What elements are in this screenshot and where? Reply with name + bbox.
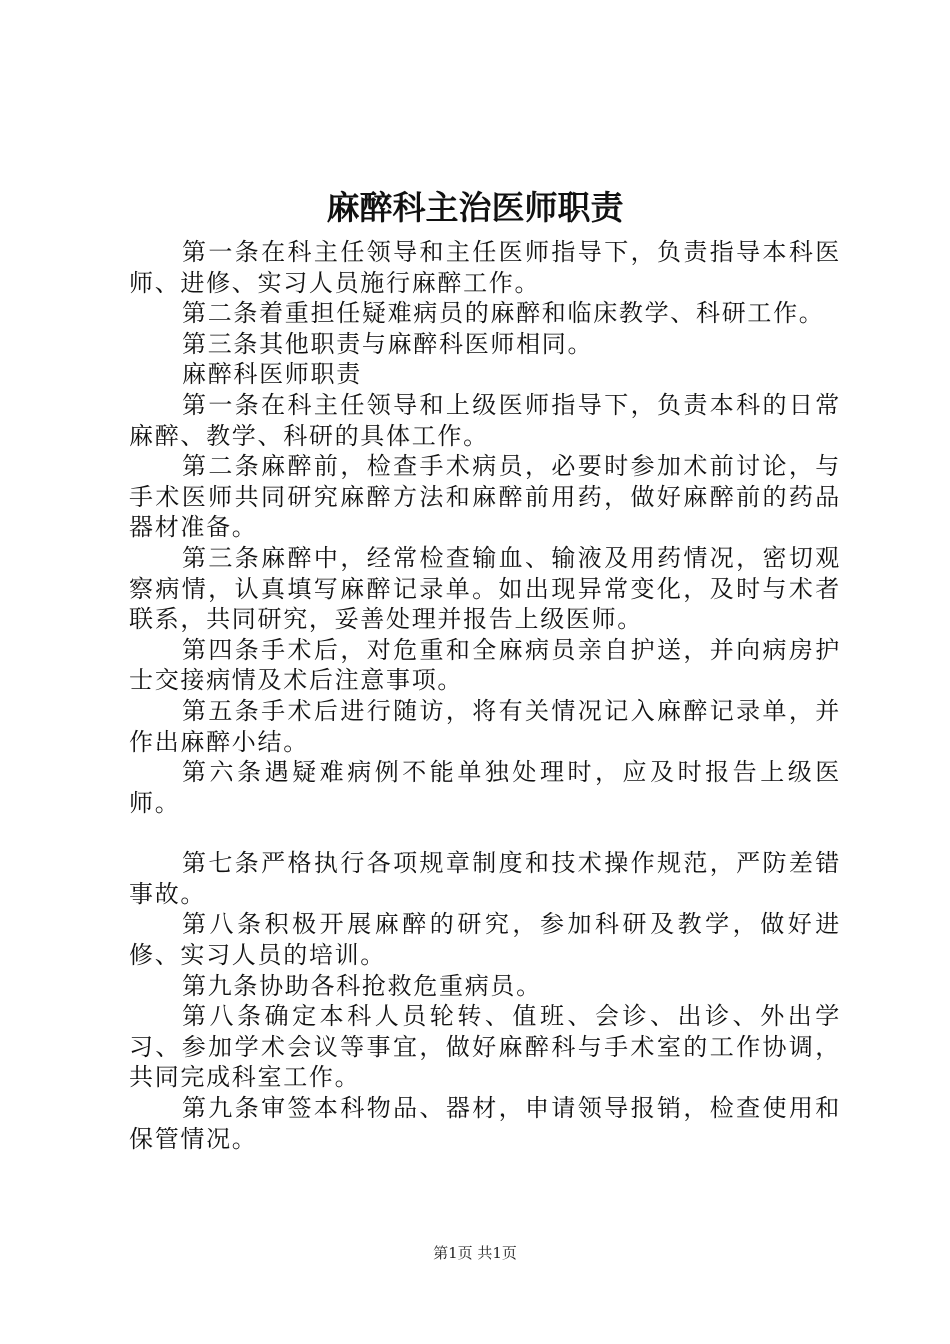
paragraph: 第三条其他职责与麻醉科医师相同。 — [182, 329, 594, 358]
document-title: 麻醉科主治医师职责 — [326, 188, 624, 227]
paragraph: 第二条着重担任疑难病员的麻醉和临床教学、科研工作。 — [182, 299, 825, 328]
paragraph: 第五条手术后进行随访，将有关情况记入麻醉记录单，并作出麻醉小结。 — [129, 696, 841, 756]
section-heading: 麻醉科医师职责 — [182, 360, 362, 389]
paragraph: 第八条积极开展麻醉的研究，参加科研及教学，做好进修、实习人员的培训。 — [129, 910, 841, 970]
paragraph: 第二条麻醉前，检查手术病员，必要时参加术前讨论，与手术医师共同研究麻醉方法和麻醉前用药，做好麻醉前的药品器材准备。 — [129, 452, 841, 542]
page-footer: 第1页 共1页 — [433, 1244, 517, 1262]
paragraph: 第一条在科主任领导和上级医师指导下，负责本科的日常麻醉、教学、科研的具体工作。 — [129, 390, 841, 450]
document-body — [129, 237, 841, 1154]
paragraph: 第七条严格执行各项规章制度和技术操作规范，严防差错事故。 — [129, 849, 841, 908]
paragraph: 第九条协助各科抢救危重病员。 — [182, 971, 542, 1000]
paragraph: 第四条手术后，对危重和全麻病员亲自护送，并向病房护士交接病情及术后注意事项。 — [129, 635, 841, 695]
paragraph: 第九条审签本科物品、器材，申请领导报销，检查使用和保管情况。 — [129, 1094, 841, 1153]
paragraph: 第一条在科主任领导和主任医师指导下，负责指导本科医师、进修、实习人员施行麻醉工作。 — [129, 238, 841, 297]
paragraph: 第八条确定本科人员轮转、值班、会诊、出诊、外出学习、参加学术会议等事宜，做好麻醉科与手术室的工作协调，共同完成科室工作。 — [129, 1002, 841, 1092]
paragraph: 第三条麻醉中，经常检查输血、输液及用药情况，密切观察病情，认真填写麻醉记录单。如出现异常变化，及时与术者联系，共同研究，妥善处理并报告上级医师。 — [129, 543, 841, 634]
paragraph: 第六条遇疑难病例不能单独处理时，应及时报告上级医师。 — [129, 758, 841, 817]
